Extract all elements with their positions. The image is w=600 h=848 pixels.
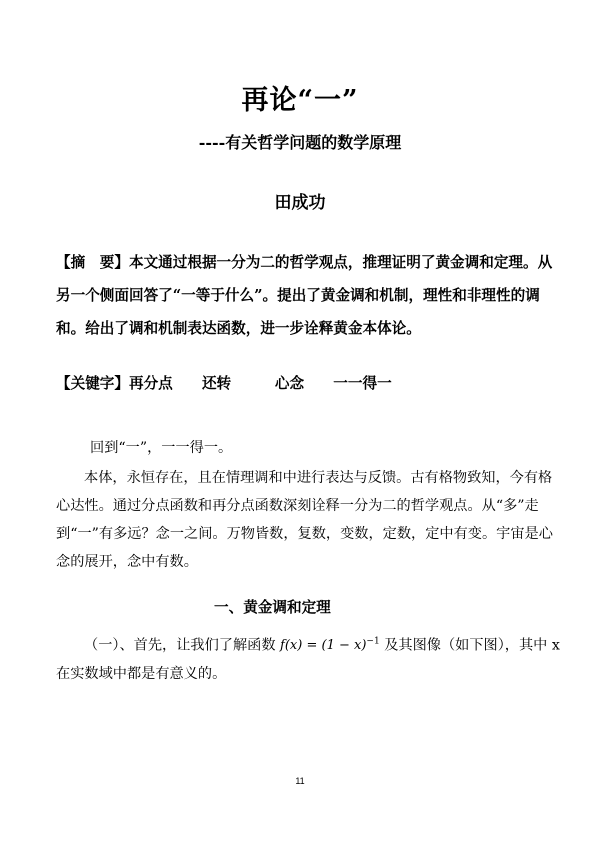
keywords: 【关键字】再分点 还转 心念 一一得一 [56,375,392,392]
formula-body: f(x) = (1 − x) [280,638,367,654]
paragraph-2: 本体，永恒存在，且在情理调和中进行表达与反馈。古有格物致知，今有格心达性。通过分点函数和再分点函数深刻诠释一分为二的哲学观点。从“多”走到“一”有多远？念一之间。万物皆数，复数，变数，定数，定中有变。宇宙是心念的展开，念中有数。 [56,470,553,570]
paragraph-3-lead: （一）、首先，让我们了解函数 [84,637,281,654]
paragraph-3-tail: 及其图像（如下图），其中 x 在实数域中都是有意义的。 [56,637,560,683]
abstract: 【摘 要】本文通过根据一分为二的哲学观点，推理证明了黄金调和定理。从另一个侧面回答了“一等于什么”。提出了黄金调和机制，理性和非理性的调和。给出了调和机制表达函数，进一步诠释黄金本体论。 [56,254,553,337]
paper-title: 再论“一” [241,85,359,116]
paragraph-3 [56,628,560,688]
formula-exponent: −1 [366,637,380,647]
paper-subtitle: ----有关哲学问题的数学原理 [198,133,402,152]
function-formula [280,638,380,653]
section-heading: 一、黄金调和定理 [214,599,331,616]
author-name: 田成功 [274,193,326,213]
page-number: 11 [295,776,305,786]
paragraph-1: 回到“一”，一一得一。 [90,440,233,456]
